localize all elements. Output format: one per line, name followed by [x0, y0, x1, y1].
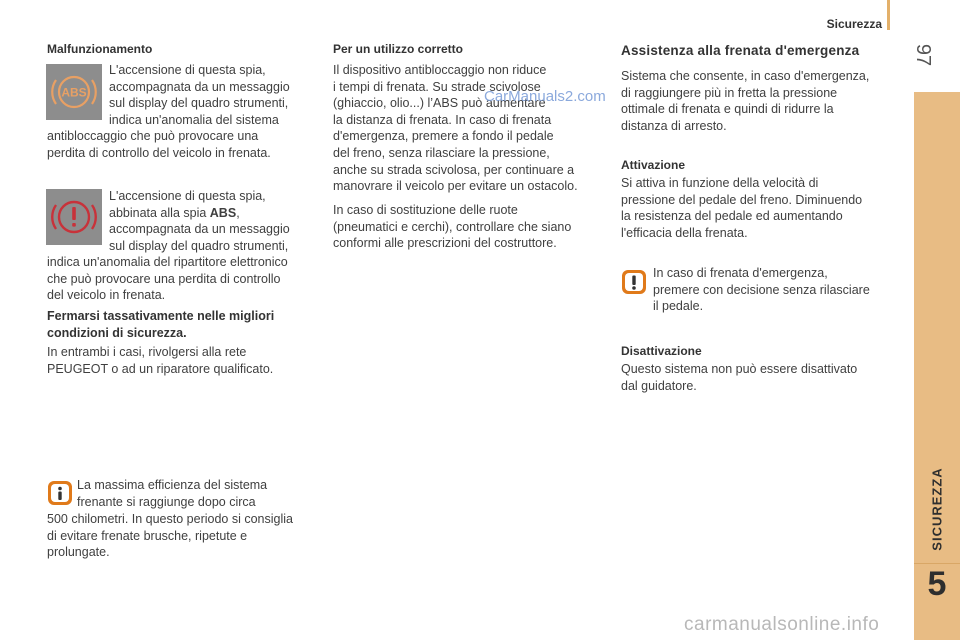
text-line: prolungate.	[47, 545, 110, 560]
text-line: La massima efficienza del sistema	[77, 478, 268, 492]
text-line: L'accensione di questa spia,	[109, 189, 266, 203]
text-line: indica un'anomalia del sistema	[109, 112, 279, 127]
text-line: di raggiungere più in fretta la pressione	[621, 85, 838, 100]
deactivation-heading: Disattivazione	[621, 344, 702, 358]
malfunction-heading: Malfunzionamento	[47, 42, 153, 56]
text-line: sul display del quadro strumenti,	[109, 96, 289, 111]
text-line: anche su strada scivolosa, per continuare a	[333, 162, 575, 177]
text-line: Sistema che consente, in caso d'emergenza,	[621, 69, 870, 83]
info-note-indented	[77, 477, 267, 510]
info-icon	[47, 480, 73, 506]
warning-exclamation-icon	[621, 269, 647, 295]
text-line: di evitare frenate brusche, ripetute e	[47, 528, 248, 543]
text-line: la resistenza del pedale ed aumentando	[621, 209, 843, 224]
text-line: i tempi di frenata. Su strade scivolose	[333, 79, 541, 94]
abs-bold-label: ABS	[209, 205, 237, 220]
text-line: In caso di sostituzione delle ruote	[333, 203, 518, 217]
text-line: antibloccaggio che può provocare una	[47, 129, 259, 143]
activation-paragraph	[621, 175, 862, 241]
text-line: 500 chilometri. In questo periodo si consiglia	[47, 512, 293, 526]
contact-dealer-text	[47, 344, 273, 377]
info-note-full	[47, 511, 293, 561]
abs-text-indented	[109, 62, 290, 128]
text-line: Fermarsi tassativamente nelle migliori	[47, 309, 275, 323]
section-header-title: Sicurezza	[826, 17, 882, 31]
text-line: (ghiaccio, olio...) l’ABS può aumentare	[333, 96, 546, 111]
text-line: premere con decisione senza rilasciare	[653, 282, 870, 297]
brake-text-indented	[109, 188, 290, 254]
text-line: perdita di controllo del veicolo in frenata.	[47, 145, 271, 160]
emergency-warning-note	[653, 265, 870, 315]
text-line: d'emergenza, premere a fondo il pedale	[333, 129, 554, 144]
text-line: pressione del pedale del freno. Diminuendo	[621, 192, 863, 207]
footer-watermark: carmanualsonline.info	[684, 614, 880, 635]
carmanuals-watermark: CarManuals2.com	[484, 88, 606, 105]
emergency-braking-intro	[621, 68, 869, 134]
chapter-side-tab	[914, 92, 960, 640]
stop-safely-heading	[47, 308, 274, 341]
text-line: condizioni di sicurezza.	[47, 325, 187, 340]
text-line: PEUGEOT o ad un riparatore qualificato.	[47, 361, 274, 376]
text-line: L'accensione di questa spia,	[109, 63, 266, 77]
header-accent-bar	[887, 0, 890, 30]
text-fragment: ,	[236, 205, 240, 220]
text-line: indica un'anomalia del ripartitore elettronico	[47, 255, 288, 269]
text-line: manovrare il veicolo per evitare un ostacolo.	[333, 179, 578, 194]
emergency-braking-title: Assistenza alla frenata d'emergenza	[621, 43, 860, 58]
chapter-number: 5	[927, 565, 947, 603]
correct-use-paragraph	[333, 62, 578, 195]
abs-text-full	[47, 128, 271, 161]
svg-text:ABS: ABS	[61, 85, 87, 100]
text-line: l'efficacia della frenata.	[621, 225, 748, 240]
abs-warning-lamp-icon	[46, 64, 102, 120]
text-line: dal guidatore.	[621, 378, 697, 393]
text-line: Il dispositivo antibloccaggio non riduce	[333, 63, 547, 77]
text-line: il pedale.	[653, 299, 704, 314]
text-line: la distanza di frenata. In caso di frenata	[333, 112, 552, 127]
deactivation-paragraph	[621, 361, 857, 394]
text-line: distanza di arresto.	[621, 118, 727, 133]
text-line: In entrambi i casi, rivolgersi alla rete	[47, 345, 247, 359]
side-tab-divider	[914, 563, 960, 564]
side-tab-label: SICUREZZA	[929, 467, 945, 551]
page-number: 97	[912, 43, 934, 67]
wheel-replacement-paragraph	[333, 202, 571, 252]
text-line: accompagnata da un messaggio	[109, 79, 290, 94]
text-line: ottimale di frenata e quindi di ridurre la	[621, 102, 834, 117]
text-line: accompagnata da un messaggio	[109, 222, 290, 237]
text-line: In caso di frenata d'emergenza,	[653, 266, 828, 280]
correct-use-heading: Per un utilizzo corretto	[333, 42, 464, 56]
text-line: che può provocare una perdita di controllo	[47, 271, 281, 286]
text-line: (pneumatici e cerchi), controllare che siano	[333, 219, 572, 234]
activation-heading: Attivazione	[621, 158, 686, 172]
brake-warning-lamp-icon	[46, 189, 102, 245]
text-line: del veicolo in frenata.	[47, 288, 166, 303]
text-line	[109, 205, 290, 222]
text-line: frenante si raggiunge dopo circa	[77, 494, 256, 509]
text-line: sul display del quadro strumenti,	[109, 238, 289, 253]
brake-text-full	[47, 254, 288, 304]
text-line: Questo sistema non può essere disattivato	[621, 362, 858, 376]
text-line: del freno, senza rilasciare la pressione,	[333, 145, 550, 160]
text-fragment: abbinata alla spia	[109, 205, 210, 220]
text-line: Si attiva in funzione della velocità di	[621, 176, 819, 190]
text-line: conformi alle prescrizioni del costruttore.	[333, 236, 557, 251]
